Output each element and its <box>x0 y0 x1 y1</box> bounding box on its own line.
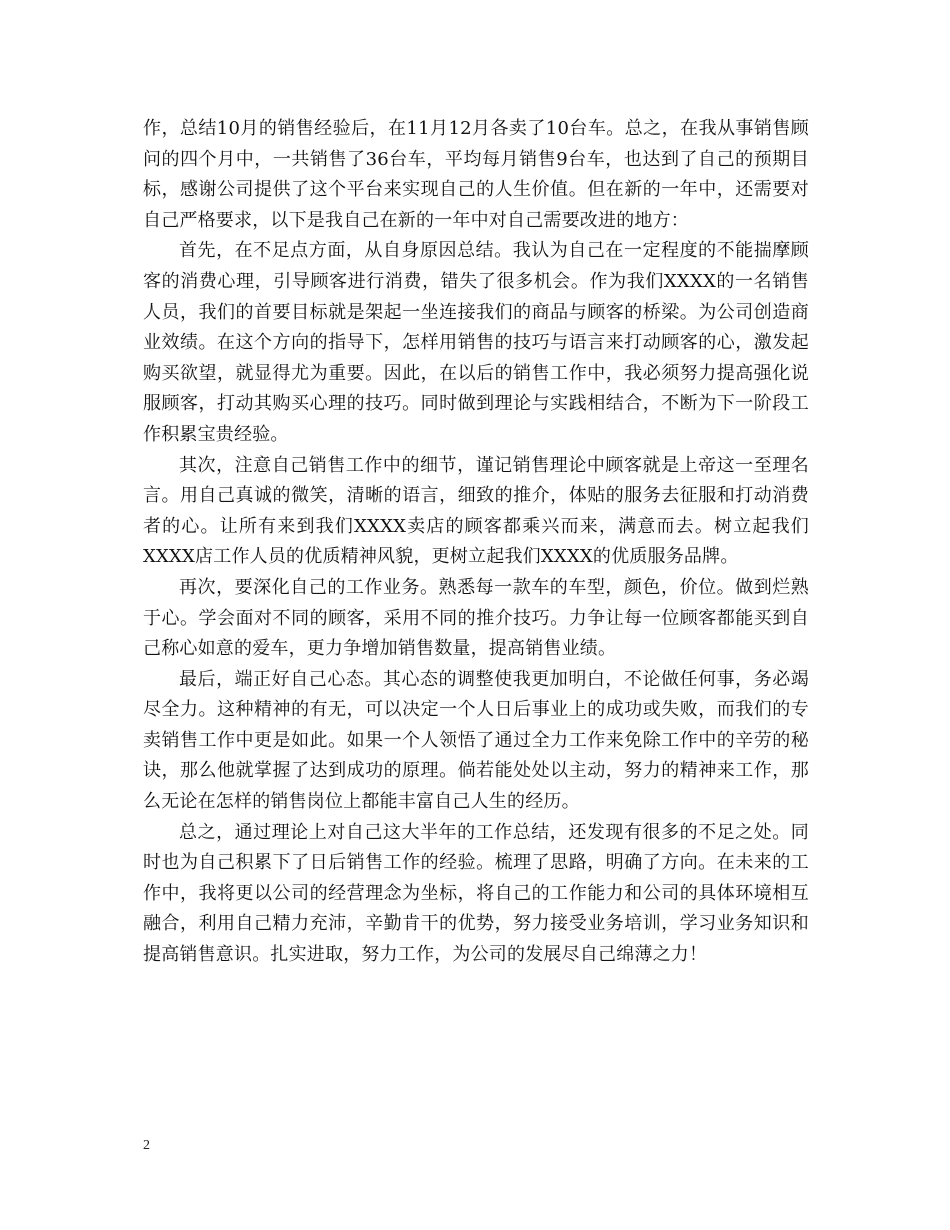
document-body <box>143 114 809 971</box>
paragraph-third-point: 再次，要深化自己的工作业务。熟悉每一款车的车型，颜色，价位。做到烂熟于心。学会面对不同的顾客，采用不同的推介技巧。力争让每一位顾客都能买到自己称心如意的爱车，更力争增加销售数量，提高销售业绩。 <box>143 576 809 660</box>
paragraph-first-point: 首先，在不足点方面，从自身原因总结。我认为自己在一定程度的不能揣摩顾客的消费心理，引导顾客进行消费，错失了很多机会。作为我们XXXX的一名销售人员，我们的首要目标就是架起一坐连接我们的商品与顾客的桥梁。为公司创造商业效绩。在这个方向的指导下，怎样用销售的技巧与语言来打动顾客的心，激发起购买欲望，就显得尤为重要。因此，在以后的销售工作中，我必须努力提高强化说服顾客，打动其购买心理的技巧。同时做到理论与实践相结合，不断为下一阶段工作积累宝贵经验。 <box>143 240 809 445</box>
paragraph-second-point: 其次，注意自己销售工作中的细节，谨记销售理论中顾客就是上帝这一至理名言。用自己真诚的微笑，清晰的语言，细致的推介，体贴的服务去征服和打动消费者的心。让所有来到我们XXXX卖店的顾客都乘兴而来，满意而去。树立起我们XXXX店工作人员的优质精神风貌，更树立起我们XXXX的优质服务品牌。 <box>143 454 809 568</box>
paragraph-continuation: 作，总结10月的销售经验后，在11月12月各卖了10台车。总之，在我从事销售顾问的四个月中，一共销售了36台车，平均每月销售9台车，也达到了自己的预期目标，感谢公司提供了这个平台来实现自己的人生价值。但在新的一年中，还需要对自己严格要求，以下是我自己在新的一年中对自己需要改进的地方： <box>143 118 809 231</box>
paragraph-final-point: 最后，端正好自己心态。其心态的调整使我更加明白，不论做任何事，务必竭尽全力。这种精神的有无，可以决定一个人日后事业上的成功或失败，而我们的专卖销售工作中更是如此。如果一个人领悟了通过全力工作来免除工作中的辛劳的秘诀，那么他就掌握了达到成功的原理。倘若能处处以主动，努力的精神来工作，那么无论在怎样的销售岗位上都能丰富自己人生的经历。 <box>143 668 809 813</box>
page-number: 2 <box>143 1138 150 1153</box>
paragraph-conclusion: 总之，通过理论上对自己这大半年的工作总结，还发现有很多的不足之处。同时也为自己积累下了日后销售工作的经验。梳理了思路，明确了方向。在未来的工作中，我将更以公司的经营理念为坐标，将自己的工作能力和公司的具体环境相互融合，利用自己精力充沛，辛勤肯干的优势，努力接受业务培训，学习业务知识和提高销售意识。扎实进取，努力工作，为公司的发展尽自己绵薄之力！ <box>143 821 809 966</box>
